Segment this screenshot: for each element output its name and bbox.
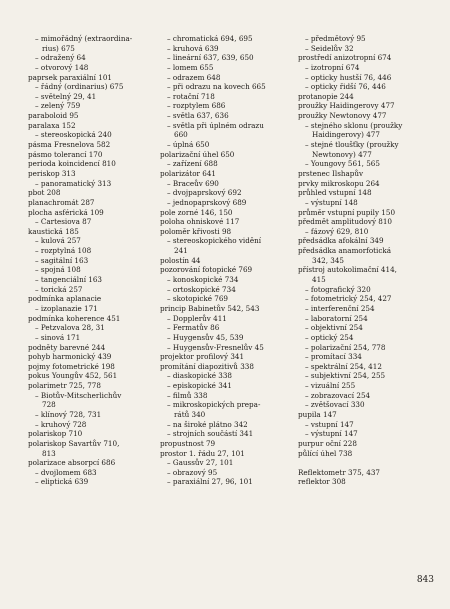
index-entry: pojmy fotometrické 198	[28, 361, 115, 371]
index-entry: planachromát 287	[28, 197, 95, 207]
index-entry: pozorování fotopické 769	[160, 265, 253, 275]
index-entry: podněty barevné 244	[28, 342, 106, 352]
index-entry: – úplná 650	[167, 140, 210, 150]
index-entry: – izotropní 674	[305, 62, 360, 72]
index-entry: – Seidelův 32	[305, 43, 354, 53]
index-entry: – episkopické 341	[167, 381, 232, 391]
index-entry: kaustická 185	[28, 226, 79, 236]
page-number: 843	[416, 575, 434, 585]
index-entry: – mikroskopických prepa-	[167, 400, 261, 410]
index-entry: – světla při úplném odrazu	[167, 120, 264, 130]
index-entry: – optický 254	[305, 332, 354, 342]
index-entry: rátů 340	[174, 409, 206, 419]
index-entry: – stereoskopická 240	[35, 130, 112, 140]
index-column-2	[160, 34, 288, 487]
index-entry: pbot 208	[28, 188, 61, 198]
index-entry: poloha ohniskové 117	[160, 217, 240, 227]
index-entry: – vstupní 147	[305, 419, 354, 429]
index-entry: – sagitální 163	[35, 255, 89, 265]
index-entry: projektor profilový 341	[160, 352, 245, 362]
index-entry: – opticky řidší 76, 446	[305, 82, 386, 92]
index-entry: předmět amplitudový 810	[298, 217, 393, 227]
index-entry: polariskop 710	[28, 429, 83, 439]
index-entry: – torická 257	[35, 284, 83, 294]
index-entry: – zobrazovací 254	[305, 390, 371, 400]
index-entry: plocha asférická 109	[28, 207, 104, 217]
index-entry: přístroj autokolimační 414,	[298, 265, 397, 275]
index-entry: – promítací 334	[305, 352, 362, 362]
index-entry: – při odrazu na kovech 665	[167, 82, 266, 92]
index-entry: – objektivní 254	[305, 323, 363, 333]
index-entry: polostín 44	[160, 255, 201, 265]
index-entry: – konoskopické 734	[167, 275, 239, 285]
index-entry: průměr vstupní pupily 150	[298, 207, 396, 217]
index-entry: pupila 147	[298, 409, 337, 419]
index-entry: – mimořádný (extraordina-	[35, 34, 133, 43]
index-entry: – obrazový 95	[167, 467, 218, 477]
index-columns	[28, 34, 440, 487]
index-entry: proužky Newtonovy 477	[298, 111, 387, 121]
index-entry: – odražený 64	[35, 53, 86, 63]
index-entry: protanopie 244	[298, 91, 354, 101]
index-entry: periskop 313	[28, 168, 76, 178]
index-entry: – klínový 728, 731	[35, 409, 102, 419]
index-entry: – výstupní 148	[305, 197, 358, 207]
index-entry: – lineární 637, 639, 650	[167, 53, 254, 63]
index-column-1	[28, 34, 150, 487]
index-entry: – filmů 338	[167, 390, 208, 400]
index-entry: – stejného sklonu (proužky	[305, 120, 403, 130]
index-entry: rius) 675	[42, 43, 75, 53]
index-entry: – skotopické 769	[167, 294, 229, 304]
index-entry: – dvojpaprskový 692	[167, 188, 242, 198]
index-entry: – předmětový 95	[305, 34, 366, 43]
index-entry: Reflektometr 375, 437	[298, 467, 380, 477]
index-entry: – laboratorní 254	[305, 313, 368, 323]
index-entry: – kulová 257	[35, 236, 81, 246]
index-entry: pole zorné 146, 150	[160, 207, 233, 217]
index-entry: – Cartesiova 87	[35, 217, 92, 227]
index-entry: – Petzvalova 28, 31	[35, 323, 105, 333]
index-entry: – rozptylem 686	[167, 101, 226, 111]
index-entry: – opticky hustší 76, 446	[305, 72, 392, 82]
index-entry: předsádka afokální 349	[298, 236, 384, 246]
index-entry: – sinová 171	[35, 332, 81, 342]
index-column-3	[298, 34, 430, 487]
index-entry: podmínka aplanacie	[28, 294, 102, 304]
index-entry: 342, 345	[312, 255, 345, 265]
index-entry: – tangenciální 163	[35, 275, 103, 285]
index-entry: – na široké plátno 342	[167, 419, 248, 429]
index-entry: prostředí anizotropní 674	[298, 53, 392, 63]
index-entry: – Braceův 690	[167, 178, 219, 188]
index-entry: pásma Fresnelova 582	[28, 140, 111, 150]
index-entry: 660	[174, 130, 188, 140]
index-entry: prstenec Ilshapův	[298, 168, 364, 178]
index-entry: – výstupní 147	[305, 429, 358, 439]
index-entry: pásmo tolerancí 170	[28, 149, 103, 159]
index-entry: – chromatická 694, 695	[167, 34, 253, 43]
index-entry: – zařízení 688	[167, 159, 218, 169]
index-entry: – fotometrický 254, 427	[305, 294, 392, 304]
index-entry: podmínka koherence 451	[28, 313, 121, 323]
index-entry: pokus Youngův 452, 561	[28, 371, 118, 381]
index-entry: polariskop Savartův 710,	[28, 438, 120, 448]
index-entry: – subjektivní 254, 255	[305, 371, 386, 381]
index-entry: 415	[312, 275, 326, 285]
index-entry: poloměr křivosti 98	[160, 226, 232, 236]
index-entry: – fotografický 320	[305, 284, 371, 294]
index-entry: perioda koincidencí 810	[28, 159, 116, 169]
index-entry: 241	[174, 246, 188, 256]
index-entry: – Huygensův 45, 539	[167, 332, 244, 342]
index-entry: reflektor 308	[298, 477, 346, 487]
index-entry: – Biotův-Mitscherlichův	[35, 390, 122, 400]
index-entry: – vizuální 255	[305, 381, 356, 391]
index-entry: – odrazem 648	[167, 72, 221, 82]
index-entry: 728	[42, 400, 56, 410]
index-entry: prvky mikroskopu 264	[298, 178, 380, 188]
index-entry: Haidingerovy) 477	[312, 130, 380, 140]
index-entry: paraboloid 95	[28, 111, 79, 121]
index-entry: – fázový 629, 810	[305, 226, 369, 236]
index-entry: – Huygensův-Fresnelův 45	[167, 342, 264, 352]
index-entry: – eliptická 639	[35, 477, 89, 487]
index-entry: purpur oční 228	[298, 438, 357, 448]
index-entry: promítání diapozitivů 338	[160, 361, 254, 371]
index-entry: – zvětšovací 330	[305, 400, 365, 410]
index-entry: – spojná 108	[35, 265, 81, 275]
index-entry: – paraxiální 27, 96, 101	[167, 477, 253, 487]
index-entry: – řádný (ordinarius) 675	[35, 82, 124, 92]
index-entry: – stejné tloušťky (proužky	[305, 140, 399, 150]
index-entry: – světelný 29, 41	[35, 91, 97, 101]
index-entry: pohyb harmonický 439	[28, 352, 112, 362]
index-entry: paprsek paraxiální 101	[28, 72, 112, 82]
index-entry: – spektrální 254, 412	[305, 361, 382, 371]
index-entry: – panoramatický 313	[35, 178, 112, 188]
index-entry: průhled vstupní 148	[298, 188, 372, 198]
index-entry: – kruhový 728	[35, 419, 87, 429]
index-entry: princip Babinetův 542, 543	[160, 303, 260, 313]
index-entry: – kruhová 639	[167, 43, 219, 53]
index-entry: – rotační 718	[167, 91, 215, 101]
index-entry: – diaskopické 338	[167, 371, 232, 381]
index-entry: – lomem 655	[167, 62, 214, 72]
index-entry: předsádka anamorfotická	[298, 246, 392, 256]
index-entry: – Youngovy 561, 565	[305, 159, 380, 169]
index-entry: – stereoskopického vidění	[167, 236, 262, 246]
index-entry: paralaxa 152	[28, 120, 76, 130]
index-entry: – Fermatův 86	[167, 323, 220, 333]
index-entry: polarizátor 641	[160, 168, 216, 178]
index-entry: – otvorový 148	[35, 62, 89, 72]
index-gap	[298, 458, 430, 468]
index-entry: – Dopplerův 411	[167, 313, 227, 323]
index-entry: – ortoskopické 734	[167, 284, 236, 294]
index-entry: – izoplanazie 171	[35, 303, 98, 313]
index-entry: – světla 637, 636	[167, 111, 229, 121]
index-entry: – dvojlomem 683	[35, 467, 97, 477]
index-entry: – jednopaprskový 689	[167, 197, 247, 207]
index-entry: – zelený 759	[35, 101, 81, 111]
index-entry: polarimetr 725, 778	[28, 381, 101, 391]
index-entry: půlící úhel 738	[298, 448, 353, 458]
index-entry: – interferenční 254	[305, 303, 375, 313]
index-entry: polarizační úhel 650	[160, 149, 235, 159]
index-entry: – strojních součástí 341	[167, 429, 254, 439]
index-entry: – Gaussův 27, 101	[167, 458, 234, 468]
index-entry: 813	[42, 448, 56, 458]
index-entry: prostor 1. řádu 27, 101	[160, 448, 245, 458]
index-entry: – rozptylná 108	[35, 246, 92, 256]
index-entry: propustnost 79	[160, 438, 216, 448]
index-entry: polarizace absorpcí 686	[28, 458, 116, 468]
index-entry: proužky Haidingerovy 477	[298, 101, 395, 111]
index-entry: Newtonovy) 477	[312, 149, 372, 159]
index-entry: – polarizační 254, 778	[305, 342, 386, 352]
